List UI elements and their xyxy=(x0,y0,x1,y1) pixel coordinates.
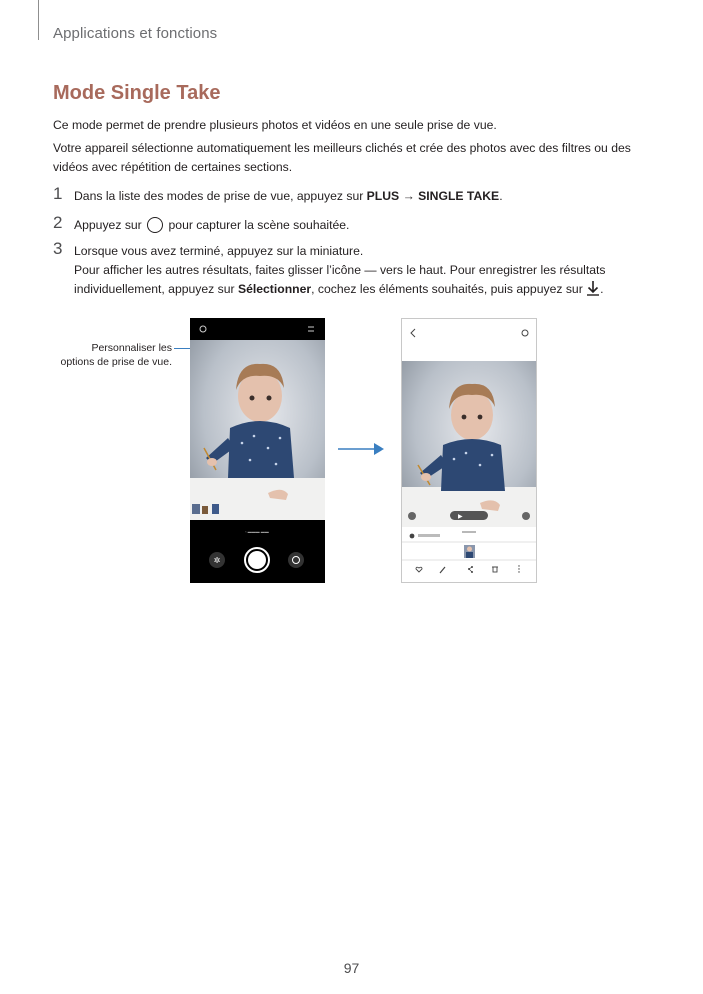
effects-icon[interactable] xyxy=(209,552,225,568)
intro-paragraph: Ce mode permet de prendre plusieurs photos et vidéos en une seule prise de vue. xyxy=(53,118,497,132)
page-number: 97 xyxy=(343,960,360,976)
gallery-screen xyxy=(402,319,536,582)
camera-screen xyxy=(190,318,325,583)
svg-text:▶: ▶ xyxy=(458,513,463,520)
step-number: 1 xyxy=(53,184,63,203)
step-text: Dans la liste des modes de prise de vue, appuyez sur PLUS → SINGLE TAKE. xyxy=(74,189,503,203)
shutter-button[interactable] xyxy=(245,548,269,572)
menu-single-take: SINGLE TAKE xyxy=(418,189,500,203)
camera-screenshot xyxy=(190,318,325,583)
page-title: Mode Single Take xyxy=(53,82,221,104)
select-label: Sélectionner xyxy=(237,282,312,296)
step-number: 2 xyxy=(53,213,63,232)
right-overlay-icon[interactable] xyxy=(522,512,530,520)
step-text: Appuyez sur pour capturer la scène souhaitée. xyxy=(74,218,350,232)
svg-text:✲: ✲ xyxy=(213,556,221,565)
shutter-circle-icon xyxy=(147,217,163,233)
gallery-screenshot xyxy=(401,318,537,583)
mode-label: ‹ ▬▬▬ ▬▬ xyxy=(245,529,269,534)
header-rule xyxy=(38,0,39,40)
step-number: 3 xyxy=(53,239,63,258)
section-header: Applications et fonctions xyxy=(53,25,218,42)
step-text: Lorsque vous avez terminé, appuyez sur la miniature. Pour afficher les autres résultats, faites glisser l’icône — vers le haut. Pour enregistrer les résultats individuellement, appuyez sur Sélectionner, cochez les éléments souhaités, puis appuyez sur . xyxy=(74,244,606,296)
download-arrow-icon xyxy=(586,280,600,296)
description-paragraph: Votre appareil sélectionne automatiquement les meilleurs clichés et crée des photos avec des filtres ou des vidéos avec répétition de certaines sections. xyxy=(53,141,631,174)
more-options-icon[interactable] xyxy=(518,565,519,572)
switch-camera-icon[interactable] xyxy=(288,552,304,568)
result-thumbnail[interactable] xyxy=(464,545,475,558)
play-pill[interactable] xyxy=(450,511,488,520)
menu-plus: PLUS xyxy=(366,189,400,203)
left-overlay-icon[interactable] xyxy=(408,512,416,520)
right-arrow-icon xyxy=(338,441,386,457)
callout-label: Personnaliser les options de prise de vue. xyxy=(60,342,172,368)
